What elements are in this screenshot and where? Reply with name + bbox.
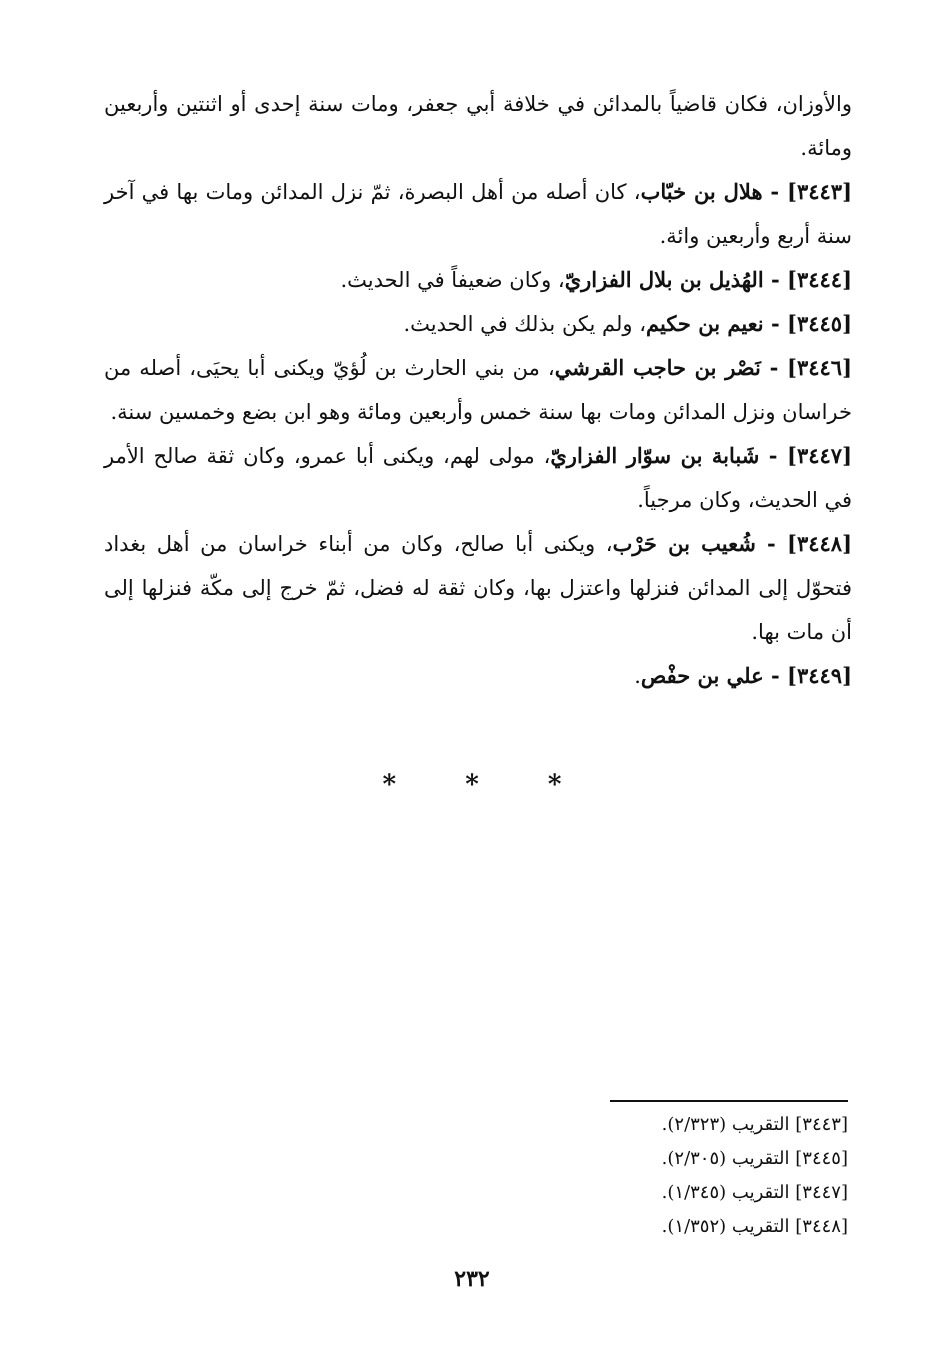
entry-3445 [104,302,852,346]
entry-name: شُعيب بن حَرْب [612,531,756,556]
entry-name: الهُذيل بن بلال الفزاريّ [564,267,764,292]
footnote-item: [٣٤٤٥] التقريب (٢/٣٠٥). [661,1148,848,1169]
section-separator [0,770,944,800]
entry-number: [٣٤٤٧] - [759,443,852,468]
entry-text: . [634,664,641,688]
entry-number: [٣٤٤٦] - [760,355,852,380]
footnote-item: [٣٤٤٣] التقريب (٢/٣٢٣). [661,1114,848,1135]
entry-name: علي بن حفْص [640,663,764,688]
entry-3449 [104,654,852,698]
entry-text: ، من بني الحارث بن لُؤيّ ويكنى أبا يحيَى، أصله من خراسان ونزل المدائن ومات بها سنة خمس وأربعين ومائة وهو ابن بضع وخمسين سنة. [104,356,852,424]
entry-name: شَبابة بن سوّار الفزاريّ [550,443,760,468]
entry-text: ، ويكنى أبا صالح، وكان من أبناء خراسان من أهل بغداد فتحوّل إلى المدائن فنزلها واعتزل بها، وكان ثقة له فضل، ثمّ خرج إلى مكّة فنزلها إلى أن مات بها. [104,532,852,644]
entry-number: [٣٤٤٥] - [763,311,852,336]
footnotes [560,1108,848,1244]
entry-3446 [104,346,852,434]
main-text [104,82,852,698]
separator-star: * [547,770,562,800]
entry-text: ، مولى لهم، ويكنى أبا عمرو، وكان ثقة صالح الأمر في الحديث، وكان مرجياً. [104,444,852,512]
entry-3448 [104,522,852,654]
entry-name: هلال بن خبّاب [640,179,763,204]
entry-3447 [104,434,852,522]
entry-3443 [104,170,852,258]
entry-number: [٣٤٤٩] - [763,663,852,688]
entry-text: ، وكان ضعيفاً في الحديث. [340,268,565,292]
page-number: ٢٣٢ [454,1266,490,1292]
footnote-item: [٣٤٤٨] التقريب (١/٣٥٢). [661,1216,848,1237]
entry-text: ، كان أصله من أهل البصرة، ثمّ نزل المدائن ومات بها في آخر سنة أربع وأربعين وائة. [104,180,852,248]
entry-number: [٣٤٤٨] - [755,531,852,556]
separator-star: * [465,770,479,800]
footnote-item: [٣٤٤٧] التقريب (١/٣٤٥). [661,1182,848,1203]
footnote-divider [610,1100,848,1102]
entry-3444 [104,258,852,302]
entry-text: ، ولم يكن بذلك في الحديث. [403,312,647,336]
entry-number: [٣٤٤٤] - [763,267,852,292]
entry-name: نَصْر بن حاجب القرشي [554,355,761,380]
entry-number: [٣٤٤٣] - [762,179,852,204]
paragraph-text: والأوزان، فكان قاضياً بالمدائن في خلافة أبي جعفر، ومات سنة إحدى أو اثنتين وأربعين ومائة. [104,92,852,160]
separator-star: * [382,770,397,800]
paragraph-continuation [104,82,852,170]
entry-name: نعيم بن حكيم [646,311,764,336]
